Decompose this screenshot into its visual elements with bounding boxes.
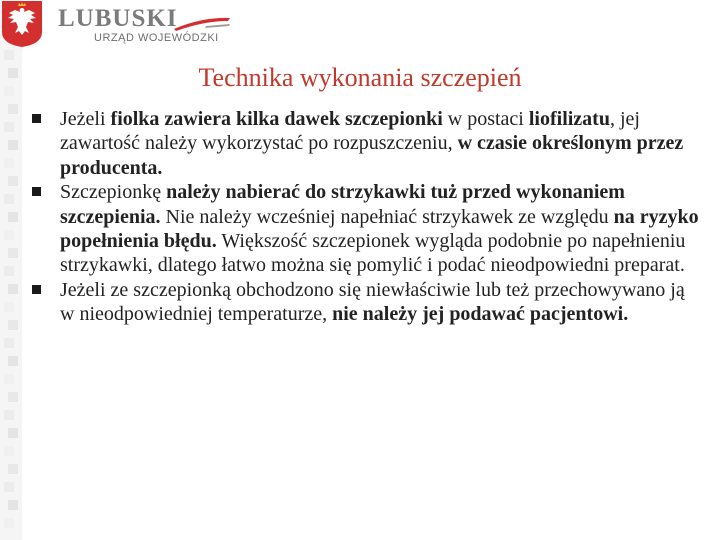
bullet-text: Jeżeli ze szczepionką obchodzono się niewłaściwie lub też przechowywano ją w nieodpowiedniej temperaturze, bbox=[60, 278, 685, 326]
decorative-square bbox=[4, 50, 14, 60]
decorative-square bbox=[4, 374, 14, 384]
swoosh-icon bbox=[172, 13, 232, 38]
brand-name: LUBUSKI bbox=[58, 5, 178, 32]
bullet-text-bold: należy nabierać do strzykawki tuż przed wykonaniem szczepienia. bbox=[60, 181, 625, 228]
bullet-item bbox=[30, 107, 700, 180]
decorative-square bbox=[4, 518, 14, 528]
bullet-list bbox=[30, 107, 700, 327]
decorative-square bbox=[8, 104, 18, 114]
bullet-text-bold: liofilizatu bbox=[528, 108, 610, 130]
bullet-marker-icon bbox=[32, 114, 41, 123]
decorative-square bbox=[4, 122, 14, 132]
decorative-square bbox=[4, 158, 14, 168]
decorative-square bbox=[4, 446, 14, 456]
decorative-square bbox=[4, 410, 14, 420]
decorative-square bbox=[8, 212, 18, 222]
bullet-marker-icon bbox=[32, 187, 41, 196]
bullet-text: , jej zawartość należy wykorzystać po rozpuszczeniu, bbox=[60, 108, 640, 155]
logo bbox=[0, 0, 250, 50]
bullet-marker-icon bbox=[32, 285, 41, 294]
bullet-text: Jeżeli bbox=[60, 108, 111, 130]
decorative-square bbox=[8, 464, 18, 474]
bullet-item bbox=[30, 278, 700, 327]
bullet-text: Nie należy wcześniej napełniać strzykawek ze względu bbox=[160, 205, 614, 228]
decorative-square bbox=[4, 266, 14, 276]
bullet-text: w postaci bbox=[442, 108, 529, 130]
decorative-square bbox=[8, 392, 18, 402]
bullet-item bbox=[30, 180, 700, 278]
decorative-square bbox=[8, 500, 18, 510]
decorative-square bbox=[4, 302, 14, 312]
decorative-square bbox=[8, 248, 18, 258]
decorative-square bbox=[8, 356, 18, 366]
bullet-text: Szczepionkę bbox=[60, 181, 167, 204]
bullet-text-bold: na ryzyko popełnienia błędu. bbox=[60, 205, 699, 253]
decorative-square bbox=[4, 482, 14, 492]
decorative-square bbox=[8, 320, 18, 330]
slide-title: Technika wykonania szczepień bbox=[198, 63, 522, 92]
decorative-square bbox=[8, 428, 18, 438]
decorative-square bbox=[8, 284, 18, 294]
bullet-text: Większość szczepionek wygląda podobnie po napełnieniu strzykawki, dlatego łatwo można się pomylić i podać nieodpowiedni preparat. bbox=[60, 230, 686, 277]
decorative-square bbox=[4, 194, 14, 204]
bullet-text-bold: w czasie określonym przez producenta. bbox=[60, 132, 684, 179]
brand-subtitle: URZĄD WOJEWÓDZKI bbox=[94, 32, 219, 44]
decorative-square bbox=[4, 230, 14, 240]
bullet-text-bold: nie należy jej podawać pacjentowi. bbox=[332, 303, 629, 326]
decorative-square bbox=[8, 140, 18, 150]
decorative-square bbox=[4, 338, 14, 348]
bullet-text-bold: fiolka zawiera kilka dawek szczepionki bbox=[110, 108, 443, 130]
decorative-square bbox=[8, 176, 18, 186]
